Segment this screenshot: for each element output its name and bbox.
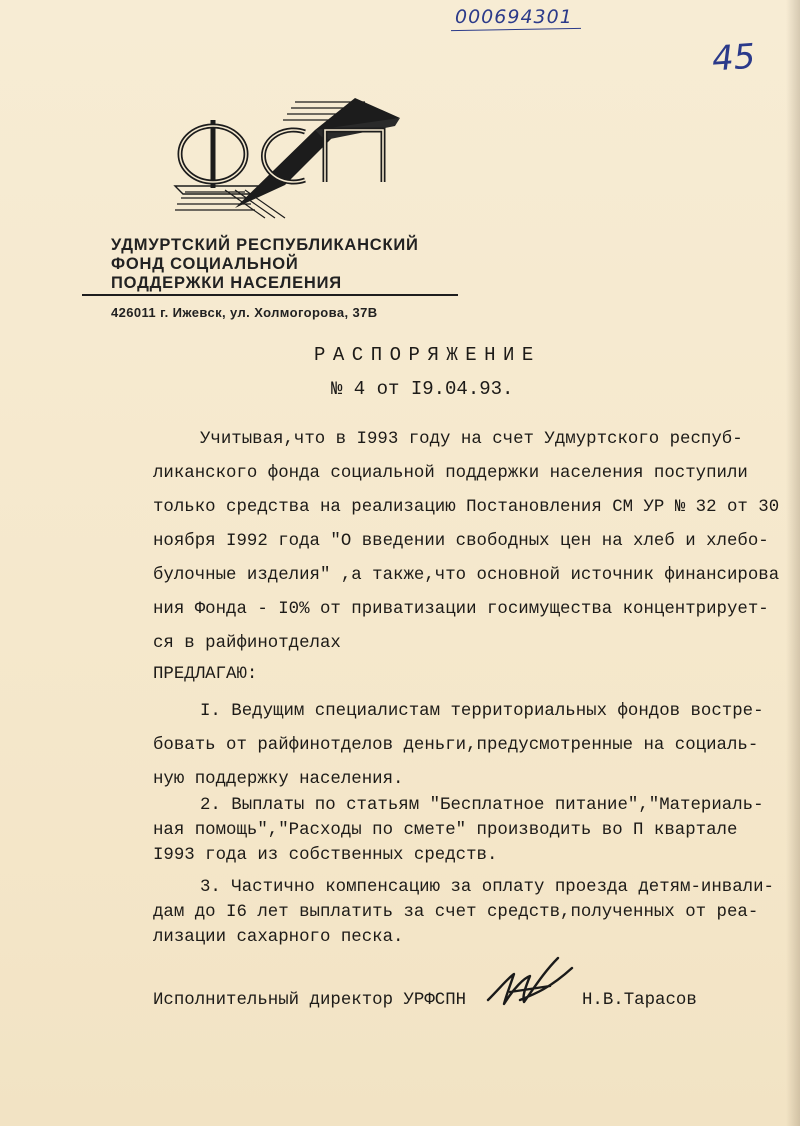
item-line: I993 года из собственных средств. [153, 846, 498, 865]
page-edge-shadow [786, 0, 800, 1126]
archive-number-handwritten: 000694301 [455, 6, 573, 28]
org-line: УДМУРТСКИЙ РЕСПУБЛИКАНСКИЙ [111, 236, 419, 254]
organization-name [111, 236, 419, 293]
item-line: 3. Частично компенсацию за оплату проезда детям-инвали- [200, 878, 774, 897]
item-line: лизации сахарного песка. [153, 928, 404, 947]
body-line: булочные изделия" ,а также,что основной источник финансирова [153, 566, 780, 585]
organization-address: 426011 г. Ижевск, ул. Холмогорова, 37В [111, 305, 378, 320]
header-rule [82, 294, 458, 296]
proposal-heading: ПРЕДЛАГАЮ: [153, 665, 258, 684]
org-line: ПОДДЕРЖКИ НАСЕЛЕНИЯ [111, 274, 342, 292]
handwritten-signature [480, 948, 580, 1018]
body-line: только средства на реализацию Постановления СМ УР № 32 от 30 [153, 498, 780, 517]
item-line: I. Ведущим специалистам территориальных фондов востре- [200, 702, 764, 721]
document-number-date: № 4 от I9.04.93. [331, 378, 514, 400]
item-line: бовать от райфинотделов деньги,предусмотренные на социаль- [153, 736, 759, 755]
document-title: РАСПОРЯЖЕНИЕ [314, 344, 541, 366]
item-line: ная помощь","Расходы по смете" производить во П квартале [153, 821, 738, 840]
folio-number-handwritten: 45 [710, 36, 757, 80]
body-line: ноября I992 года "О введении свободных цен на хлеб и хлебо- [153, 532, 769, 551]
body-line: ся в райфинотделах [153, 634, 341, 653]
org-line: ФОНД СОЦИАЛЬНОЙ [111, 255, 299, 273]
signatory-position: Исполнительный директор УРФСПН [153, 991, 467, 1010]
item-line: ную поддержку населения. [153, 770, 404, 789]
body-line: ния Фонда - I0% от приватизации госимущества концентрирует- [153, 600, 769, 619]
body-line: ликанского фонда социальной поддержки населения поступили [153, 464, 748, 483]
item-line: дам до I6 лет выплатить за счет средств,полученных от реа- [153, 903, 759, 922]
item-line: 2. Выплаты по статьям "Бесплатное питание","Материаль- [200, 796, 764, 815]
fsp-logo [165, 90, 415, 230]
body-line: Учитывая,что в I993 году на счет Удмуртского респуб- [200, 430, 743, 449]
signatory-name: Н.В.Тарасов [582, 991, 697, 1010]
